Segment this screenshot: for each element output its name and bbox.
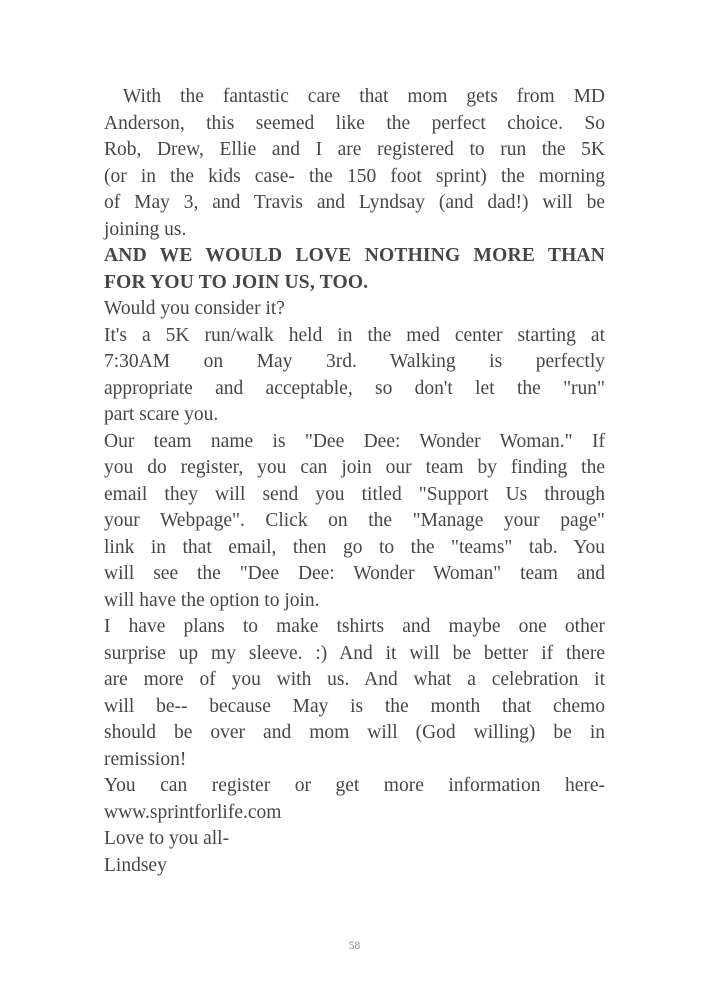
text-line: remission! (104, 748, 187, 770)
text-line: surprise up my sleeve. :) And it will be better if there (104, 642, 605, 664)
text-line: You can register or get more information here- (104, 775, 605, 796)
text-line: FOR YOU TO JOIN US, TOO. (104, 271, 369, 293)
text-line: Our team name is "Dee Dee: Wonder Woman." If (104, 430, 605, 452)
text-line: Rob, Drew, Ellie and I are registered to run the 5K (104, 139, 605, 160)
text-line: appropriate and acceptable, so don't let the "run" (104, 377, 605, 399)
text-line: will have the option to join. (104, 589, 320, 611)
text-line: you do register, you can join our team by finding the (104, 457, 605, 478)
text-line: your Webpage". Click on the "Manage your page" (104, 510, 605, 531)
text-line: of May 3, and Travis and Lyndsay (and dad!) will be (104, 192, 605, 213)
text-line: (or in the kids case- the 150 foot sprint) the morning (104, 165, 605, 187)
text-line: With the fantastic care that mom gets from MD (104, 86, 605, 107)
text-line: I have plans to make tshirts and maybe one other (104, 616, 605, 637)
text-line: 7:30AM on May 3rd. Walking is perfectly (104, 351, 605, 372)
page-number: 58 (348, 940, 361, 952)
text-line: email they will send you titled "Support Us through (104, 483, 605, 505)
text-block (104, 84, 605, 879)
text-line: link in that email, then go to the "teams" tab. You (104, 536, 605, 558)
text-line: www.sprintforlife.com (104, 801, 282, 823)
text-line: should be over and mom will (God willing) be in (104, 722, 605, 743)
text-line: are more of you with us. And what a celebration it (104, 669, 605, 690)
text-line: It's a 5K run/walk held in the med center starting at (104, 324, 605, 346)
text-line: joining us. (104, 218, 187, 240)
text-line: Would you consider it? (104, 298, 285, 319)
text-line: will be-- because May is the month that chemo (104, 695, 605, 717)
text-line: part scare you. (104, 404, 219, 425)
text-line: will see the "Dee Dee: Wonder Woman" team and (104, 563, 605, 584)
text-line: Anderson, this seemed like the perfect choice. So (104, 112, 605, 134)
text-line: AND WE WOULD LOVE NOTHING MORE THAN (104, 245, 605, 266)
text-line: Lindsey (104, 854, 167, 876)
text-line: Love to you all- (104, 828, 230, 849)
